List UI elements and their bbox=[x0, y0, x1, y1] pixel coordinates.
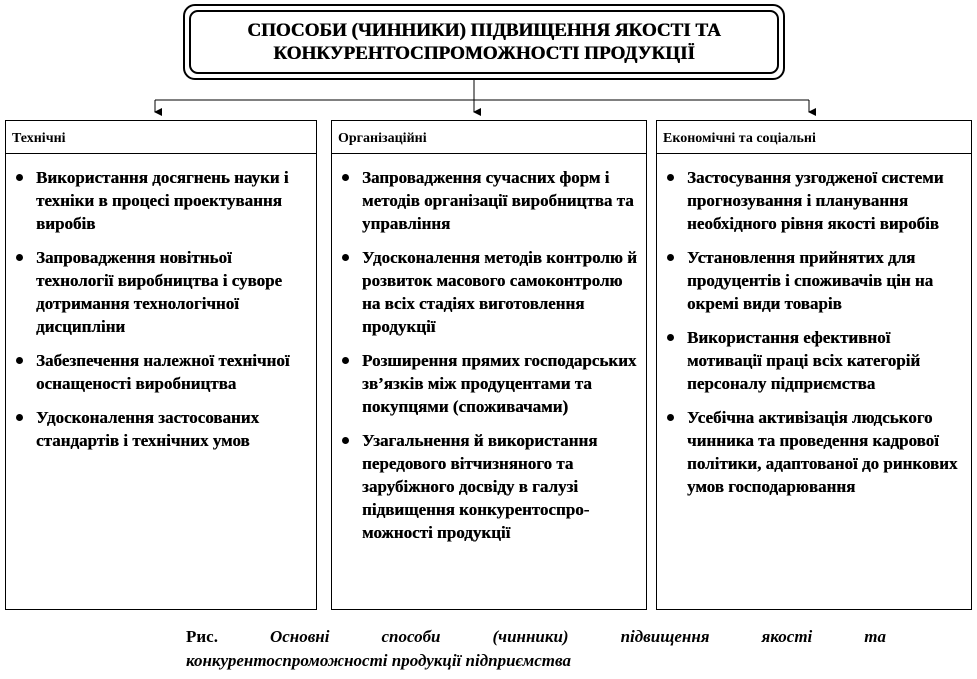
list-item-text: Запровадження новітньої технології виробництва і суворе дотримання технологічної дисципліни bbox=[36, 248, 283, 336]
list-item-text: Установлення прийнятих для продуцентів і споживачів цін на окремі види товарів bbox=[687, 248, 934, 313]
figure-caption bbox=[186, 625, 886, 673]
caption-word: та bbox=[864, 627, 886, 646]
list-item bbox=[657, 406, 965, 498]
list-item-text: Забезпечення належної технічної оснащеності виробництва bbox=[36, 351, 290, 393]
list-item-text: Запровадження сучасних форм і методів організації виробництва та управління bbox=[362, 168, 634, 233]
bullet-icon bbox=[667, 414, 674, 421]
caption-word: якості bbox=[761, 627, 813, 646]
column-header: Технічні bbox=[6, 121, 316, 154]
bullet-icon bbox=[667, 254, 674, 261]
list-item bbox=[6, 406, 310, 452]
bullet-icon bbox=[667, 334, 674, 341]
list-item bbox=[657, 326, 965, 395]
list-item-text: Удосконалення методів контролю й розвиток масового самоконтролю на всіх стадіях виготовлення продукції bbox=[362, 248, 637, 336]
column-header: Економічні та соціальні bbox=[657, 121, 971, 154]
column-header: Організаційні bbox=[332, 121, 646, 154]
bullet-icon bbox=[16, 254, 23, 261]
column-economic-social bbox=[656, 120, 972, 610]
caption-word: способи bbox=[381, 627, 441, 646]
caption-word: Основні bbox=[269, 627, 330, 646]
bullet-icon bbox=[342, 254, 349, 261]
list-item bbox=[657, 246, 965, 315]
list-item-text: Застосування узгодженої системи прогнозування і планування необхідного рівня якості виробів bbox=[687, 168, 944, 233]
list-item bbox=[6, 349, 310, 395]
list-item-text: Удосконалення застосованих стандартів і технічних умов bbox=[36, 408, 260, 450]
bullet-icon bbox=[342, 357, 349, 364]
caption-line-1 bbox=[186, 625, 886, 649]
list-item bbox=[657, 166, 965, 235]
bullet-icon bbox=[16, 174, 23, 181]
item-list bbox=[657, 154, 971, 498]
caption-label: Рис. bbox=[186, 627, 218, 646]
bullet-icon bbox=[342, 174, 349, 181]
connector-arrows bbox=[0, 0, 977, 125]
list-item-text: Розширення прямих господарських зв’язків між продуцентами та покупцями (споживачами) bbox=[362, 351, 637, 416]
list-item-text: Узагальнення й використання передового вітчизняного та зарубіжного досвіду в галузі підвищення конкурентоспро-можності продукції bbox=[362, 431, 598, 542]
list-item bbox=[332, 349, 640, 418]
item-list bbox=[332, 154, 646, 544]
list-item-text: Використання ефективної мотивації праці всіх категорій персоналу підприємства bbox=[687, 328, 921, 393]
list-item bbox=[6, 246, 310, 338]
column-organizational bbox=[331, 120, 647, 610]
list-item-text: Використання досягнень науки і техніки в процесі проектування виробів bbox=[36, 168, 289, 233]
list-item bbox=[6, 166, 310, 235]
item-list bbox=[6, 154, 316, 452]
title-line-2: КОНКУРЕНТОСПРОМОЖНОСТІ ПРОДУКЦІЇ bbox=[273, 43, 695, 64]
caption-word: (чинники) bbox=[492, 627, 569, 646]
bullet-icon bbox=[16, 414, 23, 421]
list-item bbox=[332, 166, 640, 235]
list-item bbox=[332, 429, 640, 544]
bullet-icon bbox=[667, 174, 674, 181]
title-line-1: СПОСОБИ (ЧИННИКИ) ПІДВИЩЕННЯ ЯКОСТІ ТА bbox=[247, 20, 721, 41]
list-item-text: Усебічна активізація людського чинника та проведення кадрової політики, адаптованої до ринкових умов господарювання bbox=[687, 408, 958, 496]
caption-word: підвищення bbox=[620, 627, 710, 646]
list-item bbox=[332, 246, 640, 338]
column-technical bbox=[5, 120, 317, 610]
caption-line-2: конкурентоспроможності продукції підприємства bbox=[186, 651, 571, 670]
bullet-icon bbox=[16, 357, 23, 364]
bullet-icon bbox=[342, 437, 349, 444]
